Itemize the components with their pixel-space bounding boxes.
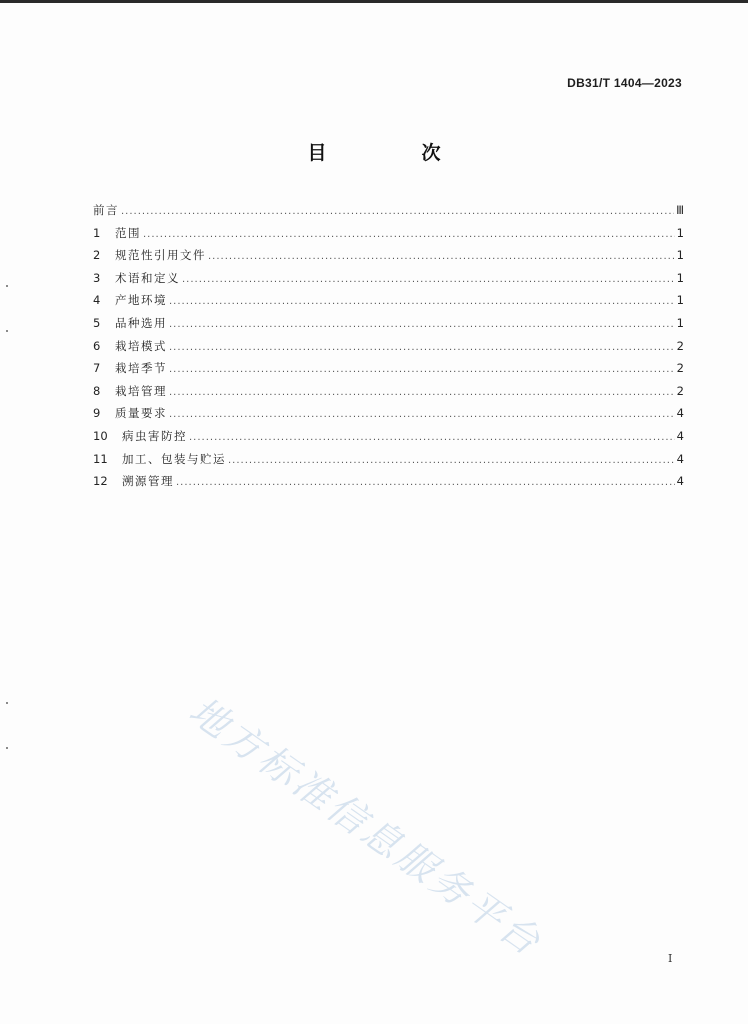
table-of-contents [93,202,684,496]
toc-page-number: 1 [676,270,684,285]
toc-page-number: 4 [676,451,684,466]
toc-page-number: 4 [676,428,684,443]
toc-entry-10[interactable] [93,428,684,451]
toc-entry-label: 栽培季节 [115,361,167,376]
toc-page-number: 2 [676,338,684,353]
toc-leader-dots [169,319,675,330]
toc-entry-label: 栽培管理 [115,383,167,398]
toc-entry-label: 术语和定义 [115,270,180,285]
toc-leader-dots [169,387,675,398]
toc-entry-label: 栽培模式 [115,338,167,353]
toc-entry-6[interactable] [93,338,684,361]
toc-section-number: 10 [93,428,108,443]
toc-section-number: 5 [93,315,101,330]
toc-entry-label: 产地环境 [115,293,167,308]
toc-entry-foreword[interactable] [93,202,684,225]
toc-section-number: 4 [93,293,101,308]
toc-leader-dots [169,296,675,307]
toc-leader-dots [143,229,675,240]
toc-page-number: Ⅲ [676,203,684,217]
scan-speck [6,747,8,749]
toc-page-number: 1 [676,248,684,263]
toc-entry-9[interactable] [93,405,684,428]
standard-code: DB31/T 1404—2023 [567,76,682,90]
toc-section-number: 2 [93,248,101,263]
toc-entry-3[interactable] [93,270,684,293]
scan-speck [6,330,8,332]
toc-entry-label: 范围 [115,225,141,240]
page-title: 目 次 [307,142,479,164]
toc-entry-label: 规范性引用文件 [115,248,206,263]
scan-speck [6,702,8,704]
page-number: Ⅰ [668,952,673,965]
toc-entry-label: 加工、包装与贮运 [122,451,226,466]
toc-leader-dots [169,364,675,375]
toc-entry-12[interactable] [93,473,684,496]
toc-entry-1[interactable] [93,225,684,248]
page-top-edge [0,0,748,3]
toc-leader-dots [228,455,675,466]
toc-leader-dots [189,432,675,443]
toc-entry-label: 溯源管理 [122,474,174,489]
toc-section-number: 8 [93,383,101,398]
toc-entry-label: 前言 [93,203,119,217]
toc-entry-8[interactable] [93,383,684,406]
toc-leader-dots [169,409,675,420]
toc-section-number: 12 [93,474,108,489]
toc-leader-dots [169,342,675,353]
toc-page-number: 2 [676,361,684,376]
toc-leader-dots [121,206,674,217]
toc-entry-7[interactable] [93,360,684,383]
toc-section-number: 11 [93,451,108,466]
scan-speck [6,285,8,287]
toc-leader-dots [182,274,675,285]
toc-leader-dots [208,251,675,262]
toc-entry-4[interactable] [93,292,684,315]
toc-section-number: 7 [93,361,101,376]
toc-section-number: 3 [93,270,101,285]
toc-page-number: 1 [676,225,684,240]
toc-page-number: 1 [676,293,684,308]
toc-entry-label: 质量要求 [115,406,167,421]
watermark-text: 地方标准信息服务平台 [181,688,551,966]
toc-page-number: 4 [676,474,684,489]
toc-entry-2[interactable] [93,247,684,270]
toc-section-number: 9 [93,406,101,421]
toc-entry-label: 品种选用 [115,315,167,330]
toc-page-number: 4 [676,406,684,421]
toc-entry-11[interactable] [93,451,684,474]
toc-entry-label: 病虫害防控 [122,428,187,443]
toc-section-number: 6 [93,338,101,353]
toc-section-number: 1 [93,225,101,240]
toc-page-number: 2 [676,383,684,398]
toc-page-number: 1 [676,315,684,330]
toc-entry-5[interactable] [93,315,684,338]
toc-leader-dots [176,477,675,488]
